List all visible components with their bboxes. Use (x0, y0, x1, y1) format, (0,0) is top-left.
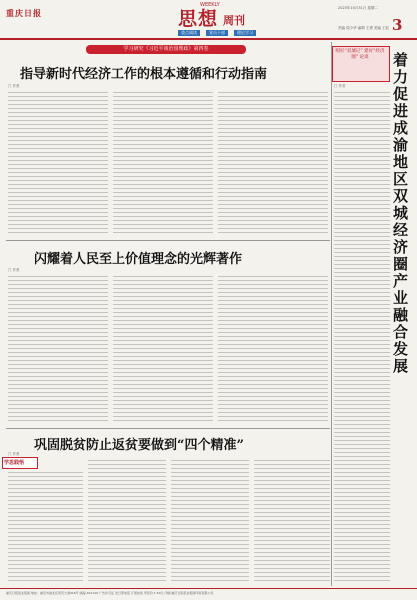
article-3-col-4 (254, 460, 330, 584)
byline-3: □ 作者 (8, 452, 20, 456)
bottom-rule (0, 588, 417, 589)
side-article-title[interactable]: 着力促进成渝地区双城经济圈产业融合发展 (393, 51, 409, 375)
tag-1[interactable]: 重点阅读 (178, 30, 200, 36)
byline-1: □ 作者 (8, 84, 20, 88)
footer: 重庆日报报业集团 地址：重庆市渝北区同茂大道416号 邮编 401120 广告许可证 发行部电话 订阅热线 零售价 1.50元 印刷 重庆日报报业集团印务有限公司 (6, 591, 214, 595)
weekly-label: WEEKLY (200, 2, 220, 8)
article-1-col-1 (8, 92, 108, 236)
top-rule (0, 38, 417, 40)
article-3-col-2 (88, 460, 166, 584)
paper-name: 重庆日报 (6, 8, 42, 18)
column-divider (331, 42, 332, 586)
side-article-body (334, 92, 390, 584)
xuexi-label: 学思践悟 (4, 460, 25, 466)
headline-3[interactable]: 巩固脱贫防止返贫要做到“四个精准” (34, 438, 244, 453)
article-3-col-1 (8, 472, 83, 584)
article-3-col-3 (171, 460, 249, 584)
date-line: 2023年10月31日 星期二 (338, 6, 378, 10)
article-1-col-2 (113, 92, 213, 236)
page-number: 3 (392, 16, 403, 34)
article-2-col-2 (113, 276, 213, 424)
byline-2: □ 作者 (8, 268, 20, 272)
column-title: 思想 (178, 8, 219, 30)
column-suffix: 周刊 (223, 14, 245, 27)
headline-2[interactable]: 闪耀着人民至上价值理念的光辉著作 (34, 252, 243, 267)
tag-3[interactable]: 理论学习 (234, 30, 256, 36)
divider-1 (6, 240, 330, 241)
side-badge-text: 唱好“双城记” 建好“经济圈” 论谈 (335, 49, 385, 60)
side-byline: □ 作者 (334, 84, 346, 88)
divider-2 (6, 428, 330, 429)
banner-text: 学习研究《习近平谈治国理政》第四卷 (123, 46, 209, 52)
article-2-col-3 (218, 276, 328, 424)
tag-2[interactable]: 党员干部 (206, 30, 228, 36)
headline-main[interactable]: 指导新时代经济工作的根本遵循和行动指南 (20, 67, 268, 82)
editor-line: 责编 周少华 编辑 王勇 美编 王虹 (338, 26, 390, 30)
article-2-col-1 (8, 276, 108, 424)
article-1-col-3 (218, 92, 328, 236)
